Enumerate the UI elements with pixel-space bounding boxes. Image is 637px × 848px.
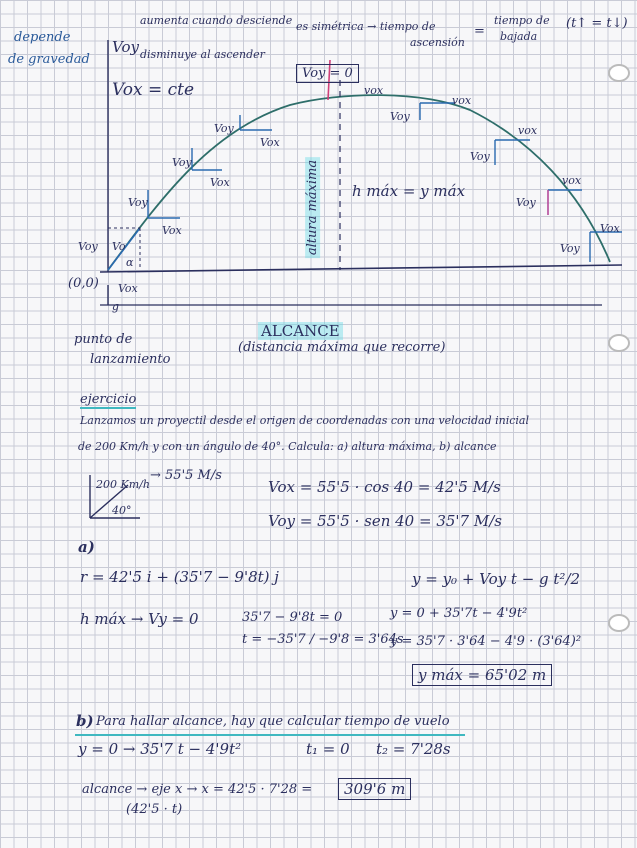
label-disminuye: disminuye al ascender (140, 48, 265, 61)
exercise-statement-1: Lanzamos un proyectil desde el origen de coordenadas con una velocidad inicial (80, 414, 530, 427)
exercise-t1: t₁ = 0 (306, 740, 350, 758)
label-g: g (112, 300, 120, 313)
curve-voy-2: Voy (172, 156, 192, 169)
exercise-speed-kmh: 200 Km/h (96, 478, 150, 491)
exercise-r-eq: r = 42'5 i + (35'7 − 9'8t) j (80, 568, 279, 586)
part-b-text: Para hallar alcance, hay que calcular tiempo de vuelo (96, 714, 450, 729)
exercise-ymax-result: y máx = 65'02 m (412, 664, 552, 686)
exercise-y0-eq: y = 0 → 35'7 t − 4'9t² (78, 740, 242, 758)
label-tiempo-bajada-1: tiempo de (494, 14, 550, 27)
exercise-y-sub2: y = 35'7 · 3'64 − 4'9 · (3'64)² (390, 634, 582, 649)
curve-vox-r4: Vox (600, 222, 620, 235)
part-a-label: a) (78, 538, 95, 556)
label-alpha: α (126, 256, 134, 269)
curve-voy-r4: Voy (560, 242, 580, 255)
exercise-angle: 40° (112, 504, 132, 517)
exercise-alcance-result: 309'6 m (338, 778, 411, 800)
exercise-vox-eq: Vox = 55'5 · cos 40 = 42'5 M/s (268, 478, 501, 496)
exercise-voy-eq: Voy = 55'5 · sen 40 = 35'7 M/s (268, 512, 502, 530)
label-vox-cte: Vox = cte (112, 80, 195, 100)
exercise-alcance-line: alcance → eje x → x = 42'5 · 7'28 = (82, 782, 313, 797)
label-aumenta: aumenta cuando desciende (140, 14, 293, 27)
curve-vox-r1: vox (452, 94, 472, 107)
label-equals: = (474, 24, 485, 39)
binder-ring (608, 64, 630, 82)
exercise-title: ejercicio (80, 392, 137, 407)
label-simetrica: es simétrica → tiempo de (296, 20, 436, 33)
exercise-statement-2: de 200 Km/h y con un ángulo de 40°. Calcula: a) altura máxima, b) alcance (78, 440, 497, 453)
curve-vox-top: vox (364, 84, 384, 97)
x-axis (100, 265, 622, 272)
label-alcance: ALCANCE (258, 322, 343, 340)
binder-ring (608, 334, 630, 352)
label-voy-origin: Voy (78, 240, 98, 253)
label-vo: Vo (112, 240, 126, 253)
exercise-y-sub1: y = 0 + 35'7t − 4'9t² (390, 606, 528, 621)
part-b-label: b) (76, 712, 94, 730)
exercise-x-expr: (42'5 · t) (126, 802, 183, 817)
curve-voy-r1: Voy (390, 110, 410, 123)
label-depende: depende (14, 30, 71, 45)
curve-voy-r3: Voy (516, 196, 536, 209)
label-lanzamiento: lanzamiento (90, 352, 171, 367)
exercise-eq1: 35'7 − 9'8t = 0 (242, 610, 343, 625)
label-hmax: h máx = y máx (352, 182, 466, 200)
exercise-y-eq: y = y₀ + Voy t − g t²/2 (412, 570, 581, 588)
curve-vox-r2: vox (518, 124, 538, 137)
curve-vox-1: Vox (162, 224, 182, 237)
label-t-equal: (t↑ = t↓) (566, 16, 628, 31)
label-de-gravedad: de gravedad (8, 52, 90, 67)
curve-voy-3: Voy (214, 122, 234, 135)
label-ascension: ascensión (410, 36, 465, 49)
exercise-t2: t₂ = 7'28s (376, 740, 451, 758)
curve-voy-r2: Voy (470, 150, 490, 163)
label-origin: (0,0) (68, 276, 99, 291)
exercise-hmax-line: h máx → Vy = 0 (80, 610, 199, 628)
label-voy-zero: Voy = 0 (296, 64, 359, 83)
curve-vox-3: Vox (260, 136, 280, 149)
label-vox-origin: Vox (118, 282, 138, 295)
curve-voy-1: Voy (128, 196, 148, 209)
label-voy-top: Voy (112, 38, 139, 56)
label-tiempo-bajada-2: bajada (500, 30, 538, 43)
curve-vox-r3: vox (562, 174, 582, 187)
exercise-speed-ms: → 55'5 M/s (150, 468, 222, 483)
curve-vox-2: Vox (210, 176, 230, 189)
label-altura-maxima: altura máxima (305, 157, 320, 258)
binder-ring (608, 614, 630, 632)
exercise-t-calc: t = −35'7 / −9'8 = 3'64s (242, 632, 404, 647)
label-alcance-desc: (distancia máxima que recorre) (238, 340, 446, 355)
label-punto: punto de (74, 332, 133, 347)
